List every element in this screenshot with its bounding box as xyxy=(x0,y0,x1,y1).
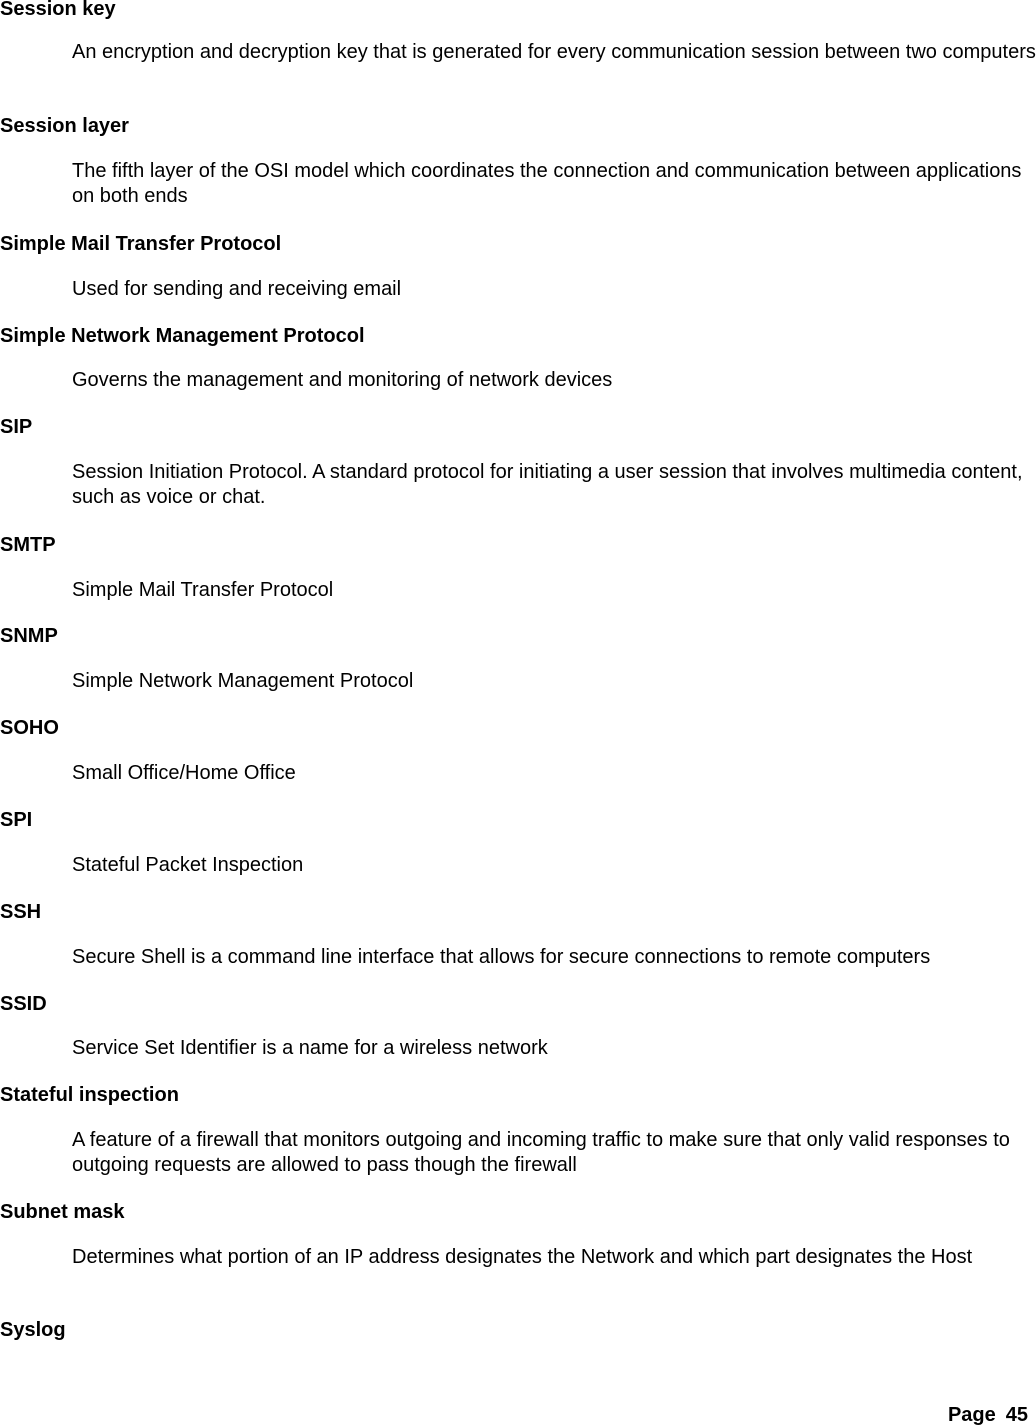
glossary-term: Syslog xyxy=(0,1319,66,1341)
glossary-term: Subnet mask xyxy=(0,1201,125,1223)
glossary-definition: A feature of a firewall that monitors outgoing and incoming traffic to make sure that only valid responses to outgoing requests are allowed to pass though the firewall xyxy=(72,1129,1010,1176)
glossary-term: SSH xyxy=(0,901,42,923)
glossary-term: Stateful inspection xyxy=(0,1084,179,1106)
glossary-term: SOHO xyxy=(0,717,59,739)
glossary-definition: Governs the management and monitoring of network devices xyxy=(72,369,613,391)
glossary-term: SPI xyxy=(0,809,33,831)
page-number: 45 xyxy=(1005,1404,1028,1426)
glossary-definition: Small Office/Home Office xyxy=(72,762,296,784)
glossary-term: Simple Mail Transfer Protocol xyxy=(0,233,282,255)
page-label: Page xyxy=(947,1404,996,1426)
page-footer xyxy=(948,1403,1028,1427)
glossary-term: SNMP xyxy=(0,625,58,647)
glossary-term: SIP xyxy=(0,416,33,438)
glossary-term: Session key xyxy=(0,0,116,20)
glossary-definition: Stateful Packet Inspection xyxy=(72,854,304,876)
glossary-definition: The fifth layer of the OSI model which coordinates the connection and communication between applications on both ends xyxy=(72,160,1022,207)
glossary-definition: Determines what portion of an IP address designates the Network and which part designates the Host xyxy=(72,1246,973,1268)
glossary-definition: Secure Shell is a command line interface that allows for secure connections to remote computers xyxy=(72,946,931,968)
glossary-term: Simple Network Management Protocol xyxy=(0,325,365,347)
glossary-term: SSID xyxy=(0,993,47,1015)
glossary-definition: Service Set Identifier is a name for a wireless network xyxy=(72,1037,548,1059)
glossary-term: Session layer xyxy=(0,115,129,137)
glossary-definition: Used for sending and receiving email xyxy=(72,278,402,300)
glossary-definition: Session Initiation Protocol. A standard protocol for initiating a user session that involves multimedia content, such as voice or chat. xyxy=(72,461,1023,508)
glossary-definition: Simple Network Management Protocol xyxy=(72,670,414,692)
glossary-term: SMTP xyxy=(0,534,56,556)
glossary-definition: Simple Mail Transfer Protocol xyxy=(72,579,334,601)
glossary-definition: An encryption and decryption key that is generated for every communication session between two computers xyxy=(72,41,1036,63)
